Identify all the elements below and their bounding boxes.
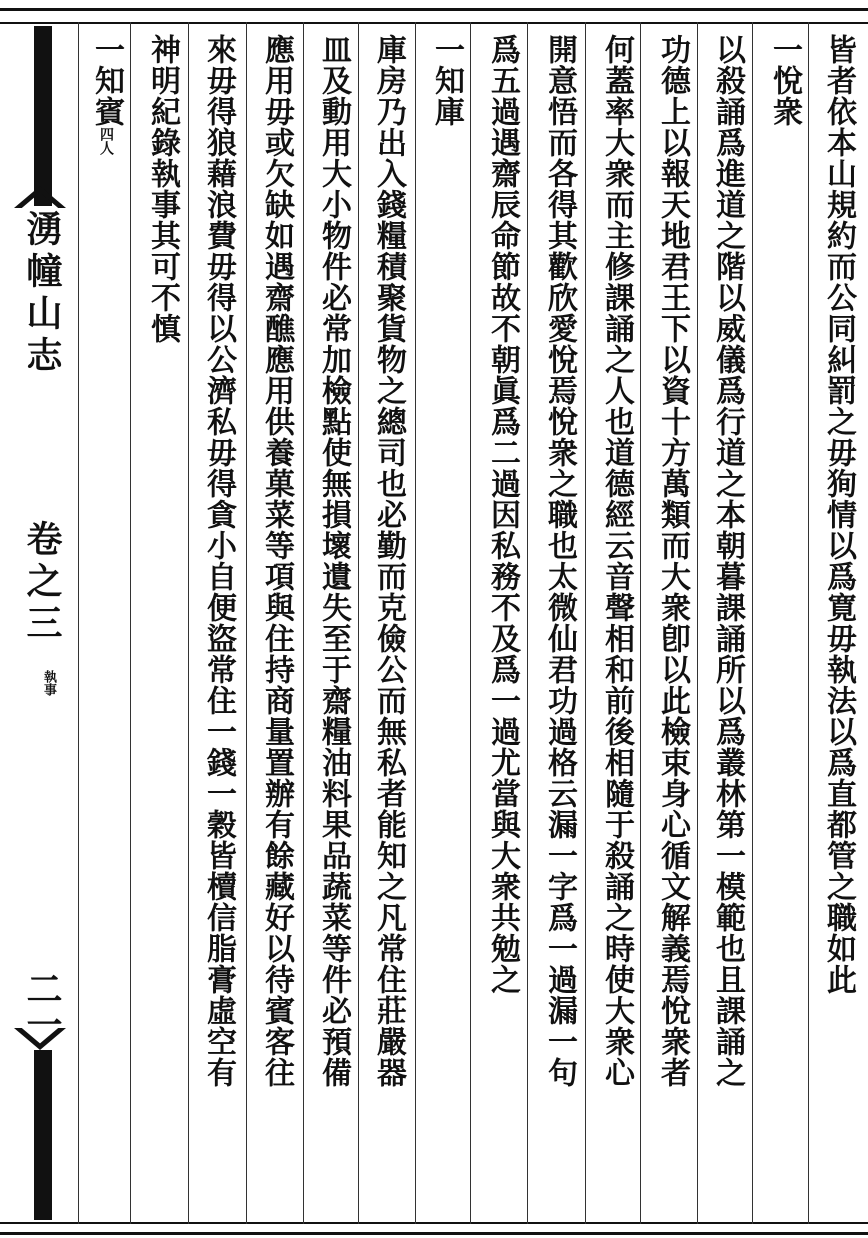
- text-column: 應用毋或欠缺如遇齋醮應用供養菓菜等項與住持商量置辦有餘藏好以待賓客往: [259, 34, 294, 1088]
- section-heading: 一悅衆: [767, 34, 802, 127]
- column-rule: [697, 22, 698, 1224]
- volume-note: 執事: [41, 670, 56, 696]
- text-column: 爲五過遇齋辰命節故不朝眞爲二過因私務不及爲一過尤當與大衆共勉之: [485, 34, 520, 995]
- text-column: 何蓋率大衆而主修課誦之人也道德經云音聲相和前後相隨于殺誦之時使大衆心: [599, 34, 634, 1088]
- text-column: 神明紀錄執事其可不慎: [145, 34, 180, 344]
- top-border: [0, 8, 868, 11]
- column-rule: [470, 22, 471, 1224]
- bottom-border: [0, 1232, 868, 1235]
- column-rule: [188, 22, 189, 1224]
- column-rule: [78, 22, 79, 1224]
- volume-label: 卷之三: [21, 520, 63, 646]
- column-rule: [130, 22, 131, 1224]
- column-rule: [585, 22, 586, 1224]
- section-heading: 一知庫: [429, 34, 464, 127]
- section-heading-zhibin: [84, 34, 128, 155]
- column-rule: [640, 22, 641, 1224]
- text-column: 來毋得狼藉浪費毋得以公濟私毋得貪小自便盜常住一錢一穀皆櫝信脂膏虛空有: [201, 34, 236, 1088]
- text-column: 皿及動用大小物件必常加檢點使無損壞遺失至于齋糧油料果品蔬菜等件必預備: [316, 34, 351, 1088]
- column-rule: [358, 22, 359, 1224]
- fishtail-top: [34, 26, 52, 206]
- book-title: 湧幢山志: [21, 210, 63, 378]
- fishtail-bottom: [34, 1050, 52, 1220]
- section-heading-label: 一知賓: [89, 34, 124, 127]
- column-rule: [808, 22, 809, 1224]
- text-column: 功德上以報天地君王下以資十方萬類而大衆卽以此檢束身心循文解義焉悅衆者: [655, 34, 690, 1088]
- column-rule: [415, 22, 416, 1224]
- text-column: 皆者依本山規約而公同糾罰之毋狥情以爲寛毋執法以爲直都管之職如此: [821, 34, 856, 995]
- text-column: 開意悟而各得其歡欣愛悅焉悅衆之職也太微仙君功過格云漏一字爲一過漏一句: [542, 34, 577, 1088]
- column-rule: [246, 22, 247, 1224]
- section-note: 四人: [98, 127, 114, 155]
- column-rule: [303, 22, 304, 1224]
- text-column: 庫房乃出入錢糧積聚貨物之總司也必勤而克儉公而無私者能知之凡常住莊嚴器: [371, 34, 406, 1088]
- column-rule: [752, 22, 753, 1224]
- text-column: 以殺誦爲進道之階以威儀爲行道之本朝暮課誦所以爲叢林第一模範也且課誦之: [710, 34, 745, 1088]
- page-number: 二一: [21, 970, 63, 1042]
- column-rule: [527, 22, 528, 1224]
